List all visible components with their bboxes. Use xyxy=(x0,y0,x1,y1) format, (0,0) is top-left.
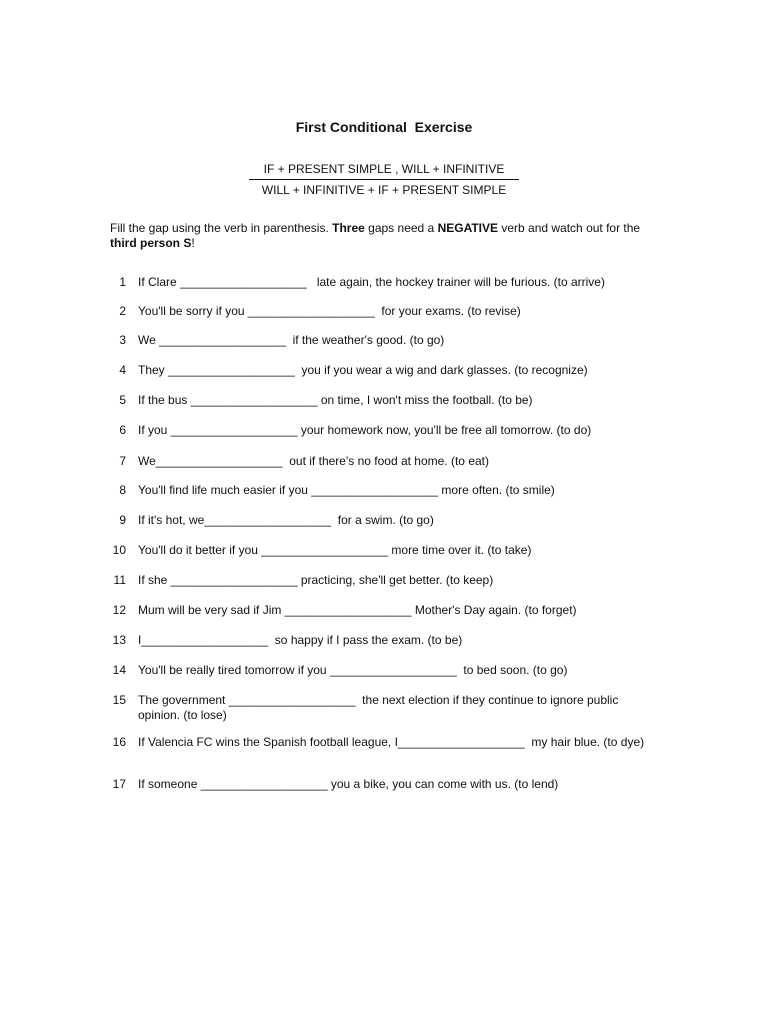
item-sentence: You'll be really tired tomorrow if you ___________________ to bed soon. (to go) xyxy=(138,663,568,677)
item-sentence: You'll find life much easier if you ___________________ more often. (to smile) xyxy=(138,483,555,497)
item-number: 16 xyxy=(112,735,126,749)
item-number: 12 xyxy=(112,603,126,617)
item-number: 17 xyxy=(112,777,126,791)
item-sentence: If she ___________________ practicing, she'll get better. (to keep) xyxy=(138,573,494,587)
item-number: 1 xyxy=(119,275,126,289)
item-sentence: If the bus ___________________ on time, I won't miss the football. (to be) xyxy=(138,393,533,407)
item-sentence: If Clare ___________________ late again, the hockey trainer will be furious. (to arrive) xyxy=(138,275,605,289)
formula-divider xyxy=(249,179,519,180)
item-sentence: The government ___________________ the next election if they continue to ignore public opinion. (to lose) xyxy=(138,693,622,722)
item-number: 4 xyxy=(119,363,126,377)
item-sentence: If someone ___________________ you a bike, you can come with us. (to lend) xyxy=(138,777,559,791)
item-number: 10 xyxy=(112,543,126,557)
page-title: First Conditional Exercise xyxy=(295,119,473,135)
item-sentence: You'll be sorry if you ___________________ for your exams. (to revise) xyxy=(138,304,521,318)
item-sentence: We ___________________ if the weather's good. (to go) xyxy=(138,333,445,347)
item-sentence: If it's hot, we___________________ for a swim. (to go) xyxy=(138,513,434,527)
instructions-bold-third-person: third person S xyxy=(110,236,192,250)
formula-box xyxy=(249,161,519,198)
item-sentence: If you ___________________ your homework now, you'll be free all tomorrow. (to do) xyxy=(138,423,592,437)
formula-line-1: IF + PRESENT SIMPLE , WILL + INFINITIVE xyxy=(263,162,505,176)
instructions-bold-three: Three xyxy=(332,221,365,235)
instructions-text-3: verb and watch out for the xyxy=(498,221,641,235)
item-sentence: Mum will be very sad if Jim ___________________ Mother's Day again. (to forget) xyxy=(138,603,577,617)
item-sentence: You'll do it better if you ___________________ more time over it. (to take) xyxy=(138,543,532,557)
item-number: 3 xyxy=(119,333,126,347)
item-number: 2 xyxy=(119,304,126,318)
item-sentence: They ___________________ you if you wear a wig and dark glasses. (to recognize) xyxy=(138,363,588,377)
item-number: 13 xyxy=(112,633,126,647)
item-number: 8 xyxy=(119,483,126,497)
instructions-bold-negative: NEGATIVE xyxy=(437,221,499,235)
formula-line-2: WILL + INFINITIVE + IF + PRESENT SIMPLE xyxy=(261,183,507,197)
item-number: 6 xyxy=(119,423,126,437)
item-sentence: I___________________ so happy if I pass the exam. (to be) xyxy=(138,633,463,647)
instructions-text-2: gaps need a xyxy=(364,221,438,235)
instructions-text-4: ! xyxy=(191,236,195,250)
instructions-text-1: Fill the gap using the verb in parenthesis. xyxy=(110,221,333,235)
instructions xyxy=(110,221,655,251)
item-number: 5 xyxy=(119,393,126,407)
item-number: 7 xyxy=(119,454,126,468)
item-number: 15 xyxy=(112,693,126,707)
item-number: 9 xyxy=(119,513,126,527)
item-sentence: We___________________ out if there's no food at home. (to eat) xyxy=(138,454,489,468)
item-number: 11 xyxy=(113,573,126,587)
item-sentence: If Valencia FC wins the Spanish football league, I___________________ my hair blue. (to dye) xyxy=(138,735,645,749)
item-number: 14 xyxy=(112,663,126,677)
